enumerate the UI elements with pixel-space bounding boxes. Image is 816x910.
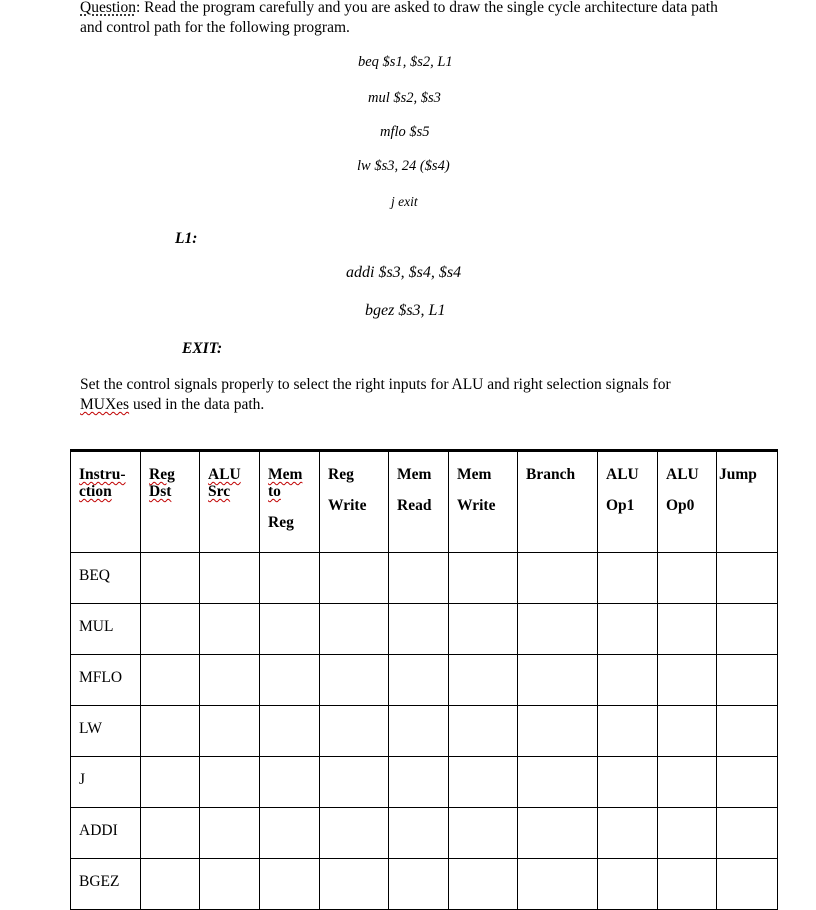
table-cell[interactable] [717,859,778,910]
table-cell[interactable] [449,655,518,706]
question-line-2: and control path for the following program. [80,19,350,36]
instruction-line-1: Set the control signals properly to select the right inputs for ALU and right selection signals for [80,376,671,393]
table-cell[interactable] [200,859,260,910]
code-line-mflo: mflo $s5 [380,124,430,140]
table-row-addi [71,808,778,859]
table-cell[interactable] [449,757,518,808]
table-cell[interactable] [389,655,449,706]
label-exit: EXIT: [182,340,223,357]
table-cell[interactable] [598,604,658,655]
table-cell[interactable] [200,553,260,604]
table-cell[interactable] [389,859,449,910]
header-reg-write: Reg Write [320,451,389,553]
control-signal-table [70,449,778,910]
table-cell[interactable] [141,553,200,604]
header-alu-op0: ALU Op0 [658,451,717,553]
header-mem-write: Mem Write [449,451,518,553]
table-cell[interactable] [320,655,389,706]
row-label-bgez: BGEZ [71,859,141,910]
header-branch: Branch [518,451,598,553]
code-line-bgez: bgez $s3, L1 [365,302,446,319]
table-cell[interactable] [518,655,598,706]
table-cell[interactable] [200,808,260,859]
table-cell[interactable] [449,553,518,604]
table-cell[interactable] [658,604,717,655]
table-cell[interactable] [260,757,320,808]
table-cell[interactable] [320,859,389,910]
table-cell[interactable] [658,706,717,757]
table-cell[interactable] [260,553,320,604]
code-line-j: j exit [391,194,418,209]
table-cell[interactable] [658,808,717,859]
table-cell[interactable] [717,757,778,808]
table-cell[interactable] [449,706,518,757]
table-cell[interactable] [518,757,598,808]
table-cell[interactable] [200,757,260,808]
table-cell[interactable] [141,808,200,859]
table-cell[interactable] [518,553,598,604]
instruction-line-2: MUXes used in the data path. [80,396,265,413]
table-cell[interactable] [389,553,449,604]
table-row-lw [71,706,778,757]
table-cell[interactable] [658,655,717,706]
table-cell[interactable] [141,604,200,655]
table-cell[interactable] [598,655,658,706]
table-row-bgez [71,859,778,910]
row-label-beq: BEQ [71,553,141,604]
table-cell[interactable] [320,604,389,655]
table-cell[interactable] [260,808,320,859]
table-cell[interactable] [717,604,778,655]
code-line-mul: mul $s2, $s3 [368,90,441,106]
table-cell[interactable] [320,757,389,808]
table-cell[interactable] [449,604,518,655]
code-line-addi: addi $s3, $s4, $s4 [346,264,462,281]
table-cell[interactable] [658,757,717,808]
table-cell[interactable] [598,553,658,604]
table-row-j [71,757,778,808]
header-mem-read: Mem Read [389,451,449,553]
row-label-mul: MUL [71,604,141,655]
table-cell[interactable] [260,655,320,706]
header-mem-to-reg: Mem to Reg [260,451,320,553]
table-cell[interactable] [658,553,717,604]
table-cell[interactable] [141,706,200,757]
table-cell[interactable] [141,859,200,910]
table-cell[interactable] [200,655,260,706]
table-cell[interactable] [717,655,778,706]
label-l1: L1: [175,230,198,247]
question-label: Question [80,0,136,16]
table-row-mul [71,604,778,655]
table-cell[interactable] [518,604,598,655]
table-cell[interactable] [141,757,200,808]
table-cell[interactable] [320,553,389,604]
table-cell[interactable] [320,808,389,859]
table-cell[interactable] [717,808,778,859]
table-row-mflo [71,655,778,706]
header-alu-src: ALU Src [200,451,260,553]
table-header-row [71,451,778,553]
table-cell[interactable] [260,859,320,910]
table-cell[interactable] [389,757,449,808]
table-cell[interactable] [717,553,778,604]
table-cell[interactable] [389,706,449,757]
table-cell[interactable] [320,706,389,757]
table-cell[interactable] [260,706,320,757]
muxes-word: MUXes [80,396,130,413]
header-instruction: Instru- ction [71,451,141,553]
row-label-addi: ADDI [71,808,141,859]
table-cell[interactable] [141,655,200,706]
table-cell[interactable] [598,859,658,910]
table-row-beq [71,553,778,604]
row-label-mflo: MFLO [71,655,141,706]
table-cell[interactable] [598,757,658,808]
table-cell[interactable] [658,859,717,910]
header-jump: Jump [717,451,778,553]
header-reg-dst: Reg Dst [141,451,200,553]
table-cell[interactable] [449,808,518,859]
table-cell[interactable] [200,604,260,655]
code-line-lw: lw $s3, 24 ($s4) [357,158,450,174]
row-label-j: J [71,757,141,808]
table-cell[interactable] [518,859,598,910]
table-cell[interactable] [518,808,598,859]
table-cell[interactable] [449,859,518,910]
table-cell[interactable] [389,604,449,655]
code-line-beq: beq $s1, $s2, L1 [358,54,453,70]
table-cell[interactable] [260,604,320,655]
row-label-lw: LW [71,706,141,757]
question-line-1: Question: Read the program carefully and you are asked to draw the single cycle architecture data path [80,0,718,16]
table-cell[interactable] [598,808,658,859]
table-cell[interactable] [717,706,778,757]
table-cell[interactable] [200,706,260,757]
table-cell[interactable] [389,808,449,859]
table-cell[interactable] [518,706,598,757]
table-cell[interactable] [598,706,658,757]
header-alu-op1: ALU Op1 [598,451,658,553]
